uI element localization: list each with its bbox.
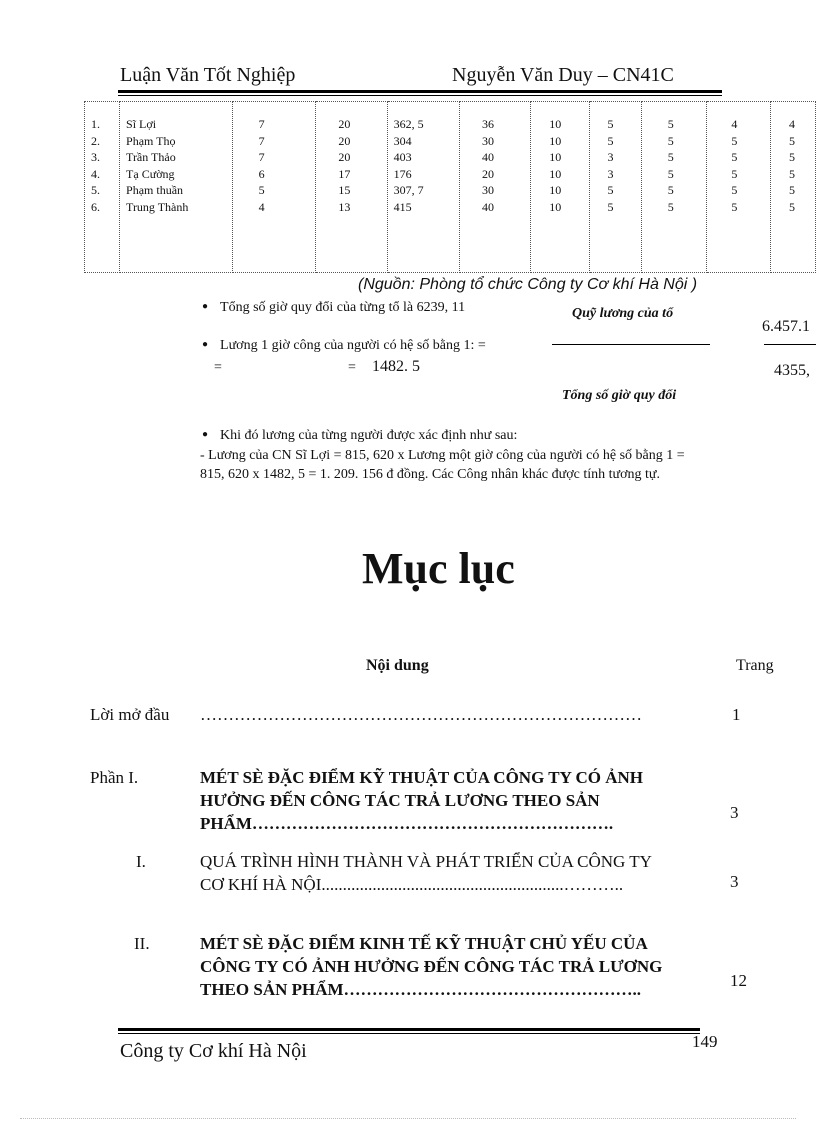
table-cell: Sĩ Lợi xyxy=(126,117,157,131)
table-cell: 176 xyxy=(393,166,412,181)
toc-entry-page: 12 xyxy=(730,971,747,990)
table-cell: 40 xyxy=(482,199,495,214)
footer-company: Công ty Cơ khí Hà Nội xyxy=(120,1040,307,1062)
table-cell: 5 xyxy=(731,166,738,181)
table-cell: Tạ Cường xyxy=(126,166,175,181)
fraction-bar xyxy=(552,344,710,345)
table-cell: 4 xyxy=(788,117,795,131)
table-cell: Trần Thảo xyxy=(126,150,176,164)
table-cell: 5 xyxy=(731,183,738,197)
table-cell: 3. xyxy=(91,150,100,164)
col-name xyxy=(120,102,233,273)
table-cell: 10 xyxy=(549,133,562,148)
table-cell: 5 xyxy=(788,183,795,197)
col-8 xyxy=(589,102,641,273)
col-6 xyxy=(460,102,531,273)
toc-entry-line: CÔNG TY CÓ ẢNH HƯỞNG ĐẾN CÔNG TÁC TRẢ LƯƠNG xyxy=(200,957,663,976)
table-cell: 2. xyxy=(91,133,100,148)
table-cell: 415 xyxy=(393,199,412,214)
table-cell: 5 xyxy=(731,133,738,148)
table-cell: 5 xyxy=(667,199,674,214)
toc-entry-label: Phần I. xyxy=(90,768,139,787)
table-cell: 36 xyxy=(482,117,495,131)
table-cell: 20 xyxy=(482,166,495,181)
col-9 xyxy=(641,102,707,273)
toc-entry-page: 3 xyxy=(730,872,739,891)
table-cell: Phạm thuần xyxy=(126,183,184,197)
table-cell: Phạm Thọ xyxy=(126,133,176,148)
table-cell: 7 xyxy=(258,133,265,148)
table-cell: 10 xyxy=(549,117,562,131)
footer-rule-thin xyxy=(118,1033,700,1034)
table-cell: 5 xyxy=(667,133,674,148)
table-cell: 5 xyxy=(788,199,795,214)
equals-2: = xyxy=(348,360,356,375)
table-cell: 5 xyxy=(607,199,614,214)
table-cell: 5. xyxy=(91,183,100,197)
toc-entry-line: PHẨM………………………………………………………. xyxy=(200,814,614,833)
table-cell: 1. xyxy=(91,117,100,131)
table-cell: 307, 7 xyxy=(393,183,424,197)
worker-table xyxy=(84,101,816,273)
toc-entry-page: 1 xyxy=(732,705,741,724)
toc-entry-line: QUÁ TRÌNH HÌNH THÀNH VÀ PHÁT TRIỂN CỦA CÔNG TY xyxy=(200,852,652,871)
toc-entry-line: THEO SẢN PHẨM…………………………………………….. xyxy=(200,980,642,999)
table-cell: 5 xyxy=(788,133,795,148)
table-cell: 10 xyxy=(549,150,562,164)
page-edge xyxy=(20,1118,796,1119)
footer-rule xyxy=(118,1028,700,1031)
salary-paragraph: - Lương của CN Sĩ Lợi = 815, 620 x Lương một giờ công của người có hệ số bằng 1 = 815, 620 x 1482, 5 = 1. 209. 156 đ đồng. Các Công nhân khác được tính tương tự. xyxy=(200,448,685,482)
fraction-bar-right xyxy=(764,344,816,345)
table-cell: 5 xyxy=(607,117,614,131)
table-cell: 6. xyxy=(91,199,100,214)
header-rule-thin xyxy=(118,95,722,96)
table-cell: 15 xyxy=(338,183,351,197)
toc-content-header: Nội dung xyxy=(366,657,429,674)
table-cell: 20 xyxy=(338,150,351,164)
table-cell: 403 xyxy=(393,150,412,164)
table-cell: 362, 5 xyxy=(393,117,424,131)
table-cell: 4. xyxy=(91,166,100,181)
table-cell: 10 xyxy=(549,199,562,214)
table-cell: 5 xyxy=(667,183,674,197)
table-cell: 40 xyxy=(482,150,495,164)
table-cell: 20 xyxy=(338,117,351,131)
table-cell: 10 xyxy=(549,166,562,181)
numerator-value: 6.457.1 xyxy=(762,318,810,335)
source-note: (Nguồn: Phòng tổ chức Công ty Cơ khí Hà Nội ) xyxy=(358,276,698,293)
table-cell: 20 xyxy=(338,133,351,148)
formula-numerator: Quỹ lương của tổ xyxy=(572,306,674,321)
col-11 xyxy=(770,102,815,273)
toc-entry-label: Lời mở đầu xyxy=(90,705,170,724)
col-7 xyxy=(531,102,589,273)
table-cell: 5 xyxy=(607,133,614,148)
table-cell: 5 xyxy=(667,117,674,131)
table-cell: 4 xyxy=(731,117,738,131)
table-cell: 304 xyxy=(393,133,412,148)
col-3 xyxy=(232,102,316,273)
denominator-value: 4355, xyxy=(774,362,810,379)
col-10 xyxy=(707,102,771,273)
table-cell: 30 xyxy=(482,133,495,148)
table-cell: 3 xyxy=(607,150,614,164)
toc-title: Mục lục xyxy=(362,544,515,593)
toc-entry-line: MÉT SÈ ĐẶC ĐIỂM KỸ THUẬT CỦA CÔNG TY CÓ ẢNH xyxy=(200,768,644,787)
equals-1: = xyxy=(214,360,222,375)
table-cell: 3 xyxy=(607,166,614,181)
toc-entry-text: …………………………………………………………………… xyxy=(200,705,642,724)
table-cell: 5 xyxy=(731,199,738,214)
table-cell: Trung Thành xyxy=(126,199,189,214)
formula-result: 1482. 5 xyxy=(372,358,420,375)
toc-entry-label: I. xyxy=(136,852,146,871)
bullet-total-hours: ● Tổng số giờ quy đổi của từng tổ là 6239, 11 xyxy=(202,300,465,316)
formula-denominator: Tổng số giờ quy đổi xyxy=(562,388,677,403)
header-rule xyxy=(118,90,722,93)
toc-entry-line: MÉT SÈ ĐẶC ĐIỂM KINH TẾ KỸ THUẬT CHỦ YẾU CỦA xyxy=(200,934,648,953)
table-cell: 17 xyxy=(338,166,351,181)
table-cell: 30 xyxy=(482,183,495,197)
toc-entry-label: II. xyxy=(134,934,150,953)
page-number: 149 xyxy=(692,1032,718,1051)
toc-entry-line: HƯỞNG ĐẾN CÔNG TÁC TRẢ LƯƠNG THEO SẢN xyxy=(200,791,600,810)
table-cell: 5 xyxy=(667,150,674,164)
bullet-salary-calc: ● Khi đó lương của từng người được xác định như sau: xyxy=(202,428,517,444)
toc-entry-page: 3 xyxy=(730,803,739,822)
toc-entry-line: CƠ KHÍ HÀ NỘI.........................................................……….. xyxy=(200,875,624,894)
table-cell: 13 xyxy=(338,199,351,214)
col-index xyxy=(85,102,120,273)
table-cell: 5 xyxy=(788,150,795,164)
table-cell: 4 xyxy=(258,199,265,214)
table-cell: 5 xyxy=(667,166,674,181)
toc-page-header: Trang xyxy=(736,657,774,674)
table-cell: 7 xyxy=(258,150,265,164)
table-cell: 5 xyxy=(731,150,738,164)
col-4 xyxy=(316,102,387,273)
table-cell: 10 xyxy=(549,183,562,197)
table-cell: 5 xyxy=(788,166,795,181)
col-5 xyxy=(387,102,459,273)
table-cell: 5 xyxy=(258,183,265,197)
header-left: Luận Văn Tốt Nghiệp xyxy=(120,64,296,86)
table-cell: 6 xyxy=(258,166,265,181)
table-cell: 7 xyxy=(258,117,265,131)
bullet-hourly-wage: ● Lương 1 giờ công của người có hệ số bằng 1: = xyxy=(202,338,486,354)
table-cell: 5 xyxy=(607,183,614,197)
header-right: Nguyễn Văn Duy – CN41C xyxy=(452,64,674,86)
